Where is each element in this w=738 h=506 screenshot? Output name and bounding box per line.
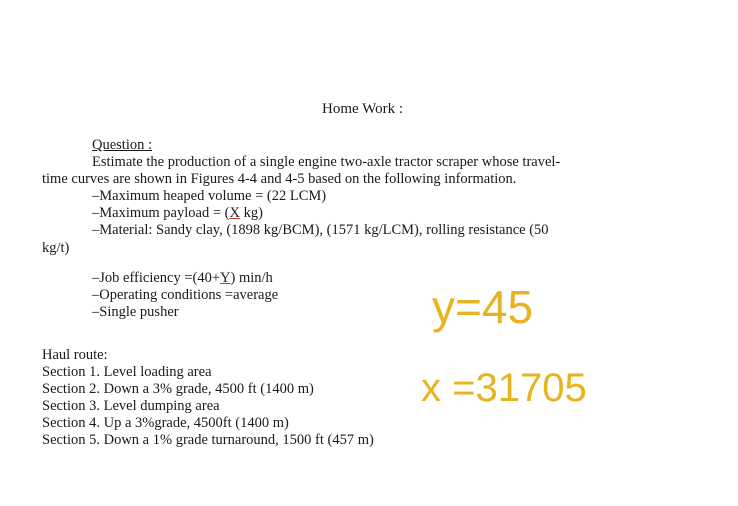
- page-title: Home Work :: [322, 101, 404, 117]
- haul-route-heading: Haul route:: [42, 347, 108, 363]
- efficiency-suffix: ) min/h: [230, 270, 273, 286]
- efficiency-variable-y: Y: [220, 270, 231, 286]
- question-heading: Question :: [92, 137, 153, 153]
- spec-payload: [92, 205, 263, 222]
- haul-section-4: Section 4. Up a 3%grade, 4500ft (1400 m): [42, 415, 289, 431]
- spec-material-cont: kg/t): [42, 240, 70, 256]
- haul-section-1: Section 1. Level loading area: [42, 364, 212, 380]
- haul-section-2: Section 2. Down a 3% grade, 4500 ft (1400 m): [42, 381, 314, 397]
- intro-line-2: time curves are shown in Figures 4-4 and 4-5 based on the following information.: [42, 171, 517, 187]
- spec-pusher: –Single pusher: [92, 304, 179, 320]
- spec-heaped-volume: –Maximum heaped volume = (22 LCM): [92, 188, 327, 204]
- haul-section-3: Section 3. Level dumping area: [42, 398, 220, 414]
- efficiency-prefix: –Job efficiency =(40+: [92, 270, 221, 286]
- intro-line-1: Estimate the production of a single engine two-axle tractor scraper whose travel-: [92, 154, 561, 170]
- handwritten-x-value: x =31705: [421, 366, 587, 410]
- handwritten-y-value: y=45: [432, 281, 534, 333]
- spec-material: –Material: Sandy clay, (1898 kg/BCM), (1571 kg/LCM), rolling resistance (50: [92, 222, 549, 238]
- spec-efficiency: [92, 270, 273, 287]
- payload-suffix: kg): [239, 205, 263, 221]
- spec-operating: –Operating conditions =average: [92, 287, 279, 303]
- payload-variable-x: X: [229, 205, 240, 221]
- haul-section-5: Section 5. Down a 1% grade turnaround, 1500 ft (457 m): [42, 432, 374, 448]
- payload-prefix: –Maximum payload = (: [92, 205, 230, 221]
